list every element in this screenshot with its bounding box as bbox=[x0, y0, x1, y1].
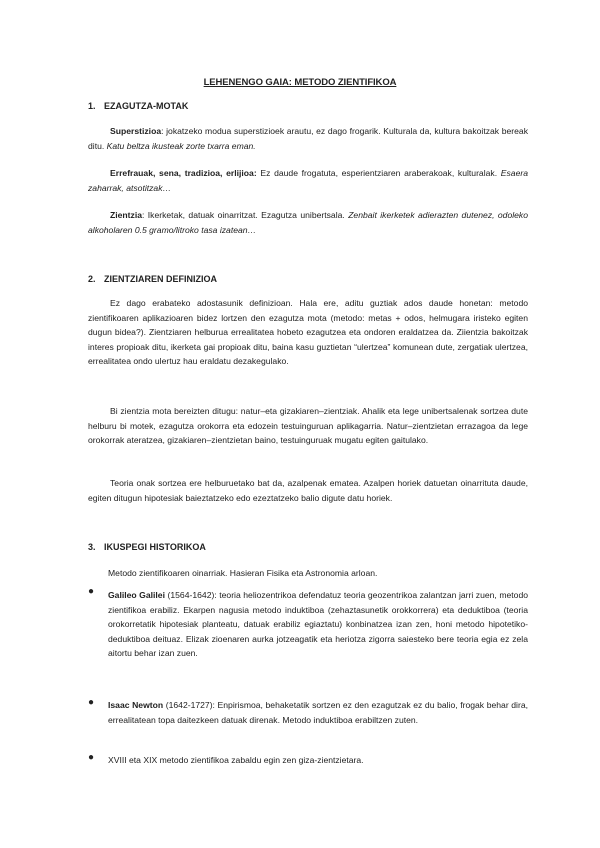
section-1-heading bbox=[88, 101, 188, 111]
list-item-xviii-xix: XVIII eta XIX metodo zientifikoa zabaldu egin zen giza-zientzietara. bbox=[108, 755, 364, 765]
text-errefrauak: Ez daude frogatuta, esperientziaren araberakoak, kulturalak. bbox=[256, 168, 498, 178]
name-galileo: Galileo Galilei bbox=[108, 590, 165, 600]
example-zientzia: Zenbait ikerketek adierazten dutenez, odoleko alkoholaren 0.5 gramo/litroko tasa izatean… bbox=[88, 210, 529, 235]
example-superstizioa: Katu beltza ikusteak zorte txarra eman. bbox=[106, 140, 256, 151]
bullet-icon: ● bbox=[88, 697, 95, 708]
term-zientzia: Zientzia bbox=[110, 210, 142, 220]
example-errefrauak: Esaera zaharrak, atsotitzak… bbox=[88, 168, 529, 193]
paragraph-historikoa-intro: Metodo zientifikoaren oinarriak. Hasieran Fisika eta Astronomia arloan. bbox=[108, 568, 378, 578]
bullet-icon: ● bbox=[88, 586, 95, 597]
section-1-number: 1. bbox=[88, 101, 96, 111]
term-errefrauak: Errefrauak, sena, tradizioa, erlijioa: bbox=[110, 168, 257, 178]
section-1-title: EZAGUTZA-MOTAK bbox=[104, 101, 189, 111]
text-zientzia: : Ikerketak, datuak oinarritzat. Ezagutza unibertsala. bbox=[142, 210, 345, 220]
bullet-icon: ● bbox=[88, 752, 95, 763]
paragraph-definizioa-2: Bi zientzia mota bereizten ditugu: natur–eta gizakiaren–zientziak. Ahalik eta lege unibertsalenak sortzea dute helburu bi motek, ezagutza orokorra eta edozein testuinguruan aplikagarria. Natur–zientzietan errazagoa da lege orokorrak ateratzea, gizakiaren–zientzietan baino, testuinguruak mugatu egiten gaitulako. bbox=[88, 406, 528, 446]
paragraph-superstizioa bbox=[88, 124, 528, 153]
list-item-galileo bbox=[108, 588, 528, 661]
term-superstizioa: Superstizioa bbox=[110, 126, 162, 136]
paragraph-errefrauak bbox=[88, 166, 528, 195]
text-newton: (1642-1727): Enpirismoa, behaketatik sortzen ez den ezagutzak ez du balio, frogak behar dira, errealitatean topa daitezkeen datuak direnak. Metodo induktiboa erabiltzen zuten. bbox=[108, 700, 528, 725]
section-3-number: 3. bbox=[88, 542, 96, 552]
section-3-heading bbox=[88, 542, 206, 552]
text-superstizioa: : jokatzeko modua superstizioek arautu, ez dago frogarik. Kulturala da, kultura bakoitzak bereak ditu. bbox=[88, 126, 528, 151]
list-item-newton bbox=[108, 698, 528, 727]
paragraph-definizioa-3: Teoria onak sortzea ere helburuetako bat da, azalpenak ematea. Azalpen horiek datuetan oinarrituta daude, egiten ditugun hipotesiak baieztatzeko edo ezeztatzeko balio digute datu horiek. bbox=[88, 478, 528, 503]
section-3-title: IKUSPEGI HISTORIKOA bbox=[104, 542, 206, 552]
paragraph-definizioa-1: Ez dago erabateko adostasunik definizioan. Hala ere, aditu guztiak ados daude honetan: metodo zientifikoaren aplikazioaren bidez lortzen den ezagutza mota (metodo: metas + odos, helmugara iristeko egiten dugun bidea?). Zientziaren helburua errealitatea hobeto ezagutzea eta ondoren eraldatzea da. Ziientzia bakoitzak interes propioak ditu, ikerketa gai propioak ditu, baina kasu guztietan “ulertzea” komunean dute, zergatiak ulertzea, errealitatea ondo ulertuz hau eraldatu dezakegulako. bbox=[88, 298, 528, 367]
name-newton: Isaac Newton bbox=[108, 700, 164, 710]
paragraph-zientzia bbox=[88, 208, 528, 237]
section-2-title: ZIENTZIAREN DEFINIZIOA bbox=[104, 274, 217, 284]
section-2-heading bbox=[88, 274, 217, 284]
section-2-number: 2. bbox=[88, 274, 96, 284]
document-title: LEHENENGO GAIA: METODO ZIENTIFIKOA bbox=[203, 77, 397, 88]
text-galileo: (1564-1642): teoria heliozentrikoa defendatuz teoria geozentrikoa zalantzan jarri zuen, metodo zientifikoa erabiliz. Ekarpen nagusia metodo induktiboa (zehaztasunetik orokkorrera) eta deduktiboa (teoria orokorretatik hipotesiak planteatu, datuak erabiliz egiaztatu) konbinatzea izan zen, honi metodo hipotetiko-deduktiboa deituaz. Elizak zioenaren aurka jotzeagatik eta heriotza zigorra saiesteko bere teoria egia ez zela aitortu behar izan zuen. bbox=[108, 590, 529, 659]
